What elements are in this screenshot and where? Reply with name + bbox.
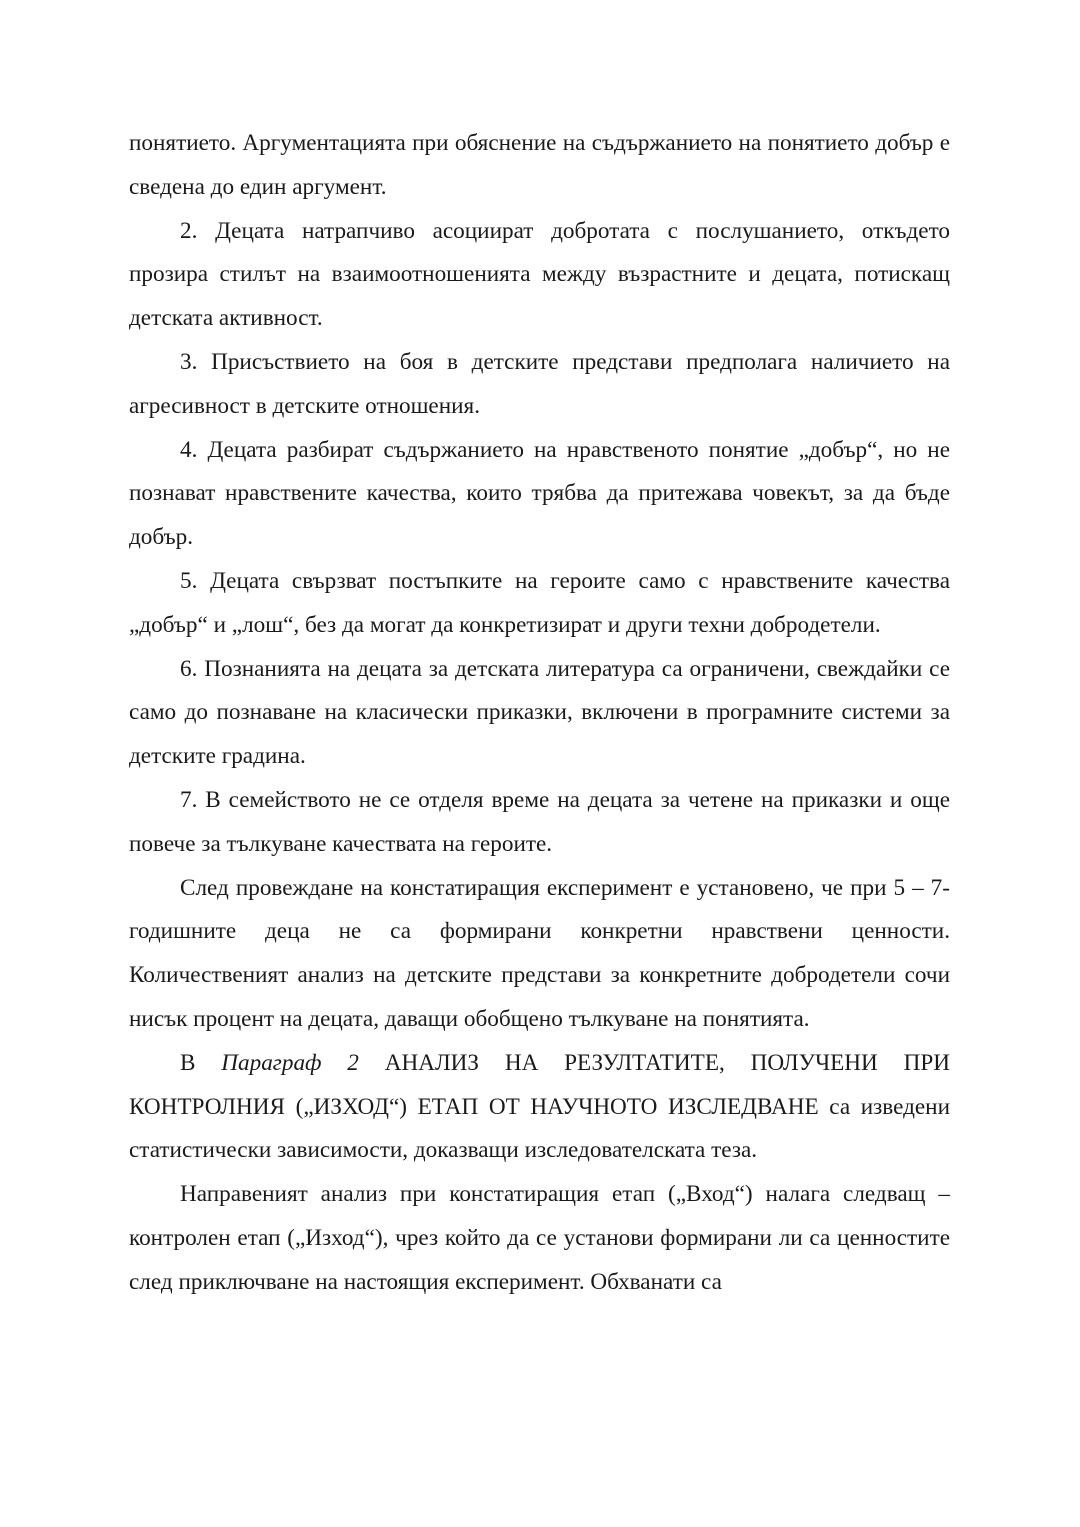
paragraph-continuation: понятието. Аргументацията при обяснение на съдържанието на понятието добър е сведена до един аргумент. bbox=[129, 130, 950, 200]
document-body bbox=[129, 122, 950, 1305]
paragraph-item-7: 7. В семейството не се отделя време на децата за четене на приказки и още повече за тълкуване качествата на героите. bbox=[129, 786, 950, 857]
paragraph-section-reference-start: В bbox=[180, 1049, 222, 1076]
paragraph-item-6: 6. Познанията на децата за детската литература са ограничени, свеждайки се само до познаване на класически приказки, включени в програмните системи за детските градина. bbox=[129, 655, 950, 770]
paragraph-section-reference bbox=[129, 1042, 950, 1173]
paragraph-experiment-summary: След провеждане на констатиращия експеримент е установено, че при 5 – 7-годишните деца не са формирани конкретни нравствени ценности. Количественият анализ на детските представи за конкретните добродетели сочи нисък процент на децата, даващи обобщено тълкуване на понятията. bbox=[129, 874, 950, 1032]
section-reference-italic: Параграф 2 bbox=[221, 1049, 359, 1076]
paragraph-item-5: 5. Децата свързват постъпките на героите само с нравствените качества „добър“ и „лош“, без да могат да конкретизират и други техни добродетели. bbox=[129, 567, 950, 638]
paragraph-section-reference-rest: АНАЛИЗ НА РЕЗУЛТАТИТЕ, ПОЛУЧЕНИ ПРИ КОНТРОЛНИЯ („ИЗХОД“) ЕТАП ОТ НАУЧНОТО ИЗСЛЕДВАНЕ са изведени статистически зависимости, доказващи изследователската теза. bbox=[129, 1049, 950, 1164]
paragraph-control-stage: Направеният анализ при констатиращия етап („Вход“) налага следващ – контролен етап („Изход“), чрез който да се установи формирани ли са ценностите след приключване на настоящия експеримент. Обхванати са bbox=[129, 1181, 950, 1295]
paragraph-item-2: 2. Децата натрапчиво асоциират добротата с послушанието, откъдето прозира стилът на взаимоотношенията между възрастните и децата, потискащ детската активност. bbox=[129, 217, 950, 332]
paragraph-item-3: 3. Присъствието на боя в детските представи предполага наличието на агресивност в детските отношения. bbox=[129, 348, 950, 419]
paragraph-item-4: 4. Децата разбират съдържанието на нравственото понятие „добър“, но не познават нравствените качества, които трябва да притежава човекът, за да бъде добър. bbox=[129, 436, 950, 551]
